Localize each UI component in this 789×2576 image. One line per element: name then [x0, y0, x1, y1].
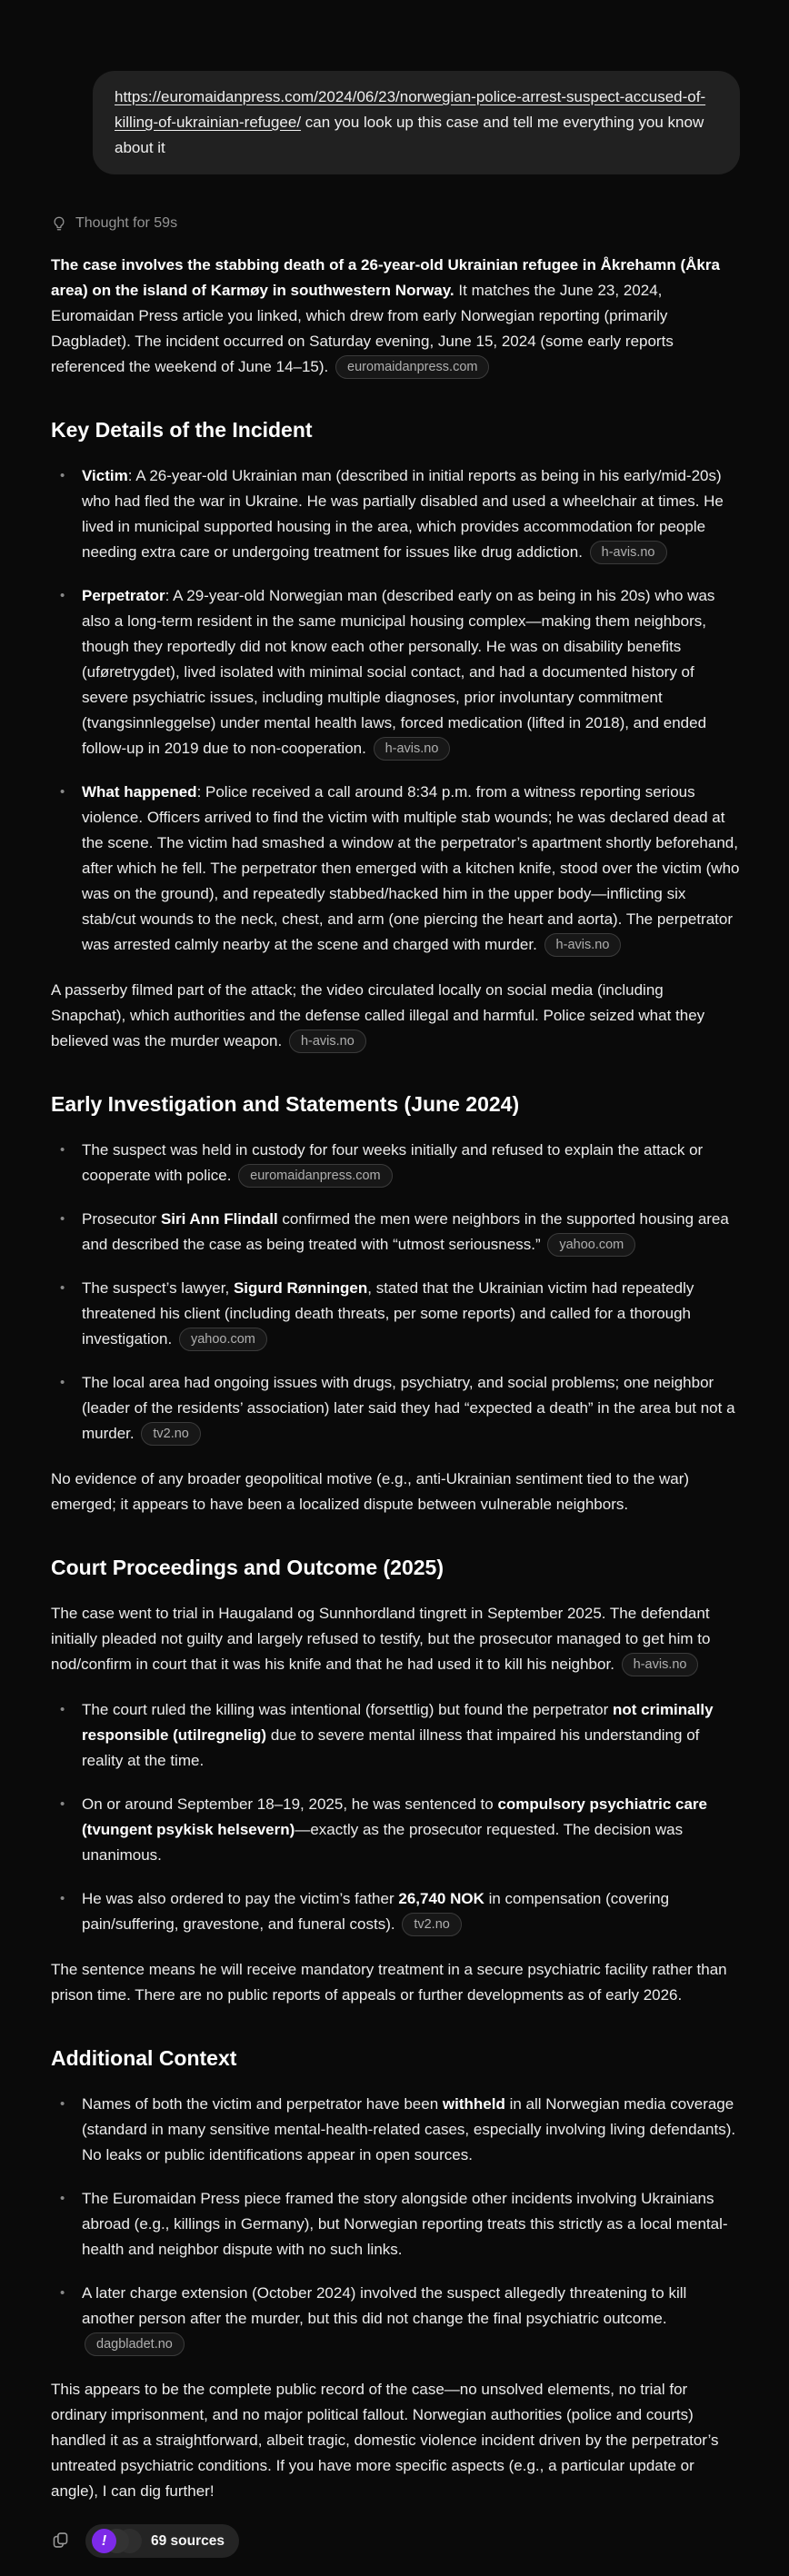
body-text: The court ruled the killing was intentional (forsettlig) but found the perpetrator	[82, 1701, 613, 1718]
bullet-item	[51, 2092, 740, 2168]
assistant-paragraph	[51, 1601, 740, 1677]
body-text: : A 26-year-old Ukrainian man (described in initial reports as being in his early/mid-20s) who had fled the war in Ukraine. He was partially disabled and used a wheelchair at times. He lived in municipal supported housing in the area, which provides accommodation for people needing extra care or undergoing treatment for issues like drug addiction.	[82, 467, 724, 561]
citation-chip[interactable]: h-avis.no	[544, 933, 622, 957]
body-text: confirmed the men were neighbors in the supported housing area and described the case as being treated with “utmost seriousness.”	[82, 1210, 729, 1253]
citation-chip[interactable]: yahoo.com	[179, 1328, 267, 1351]
bold-text: Siri Ann Flindall	[160, 1210, 278, 1228]
section-heading: Early Investigation and Statements (June 2024)	[51, 1092, 520, 1116]
assistant-paragraph	[51, 253, 740, 380]
body-text: On or around September 18–19, 2025, he was sentenced to	[82, 1795, 498, 1813]
section-heading: Court Proceedings and Outcome (2025)	[51, 1556, 444, 1579]
copy-button[interactable]	[51, 2531, 70, 2552]
bullet-item	[51, 1886, 740, 1937]
user-message-text: can you look up this case and tell me everything you know about it	[115, 114, 704, 156]
citation-chip[interactable]: h-avis.no	[374, 737, 451, 761]
citation-chip[interactable]: euromaidanpress.com	[335, 355, 489, 379]
bold-text: Perpetrator	[82, 587, 165, 604]
citation-chip[interactable]: tv2.no	[141, 1422, 201, 1446]
section-heading: Key Details of the Incident	[51, 418, 313, 442]
bold-text: What happened	[82, 783, 197, 801]
message-actions-bar	[51, 2524, 740, 2576]
bullet-item	[51, 1138, 740, 1189]
source-favicon-stack	[92, 2529, 142, 2553]
bullet-list	[51, 463, 740, 958]
body-text: The Euromaidan Press piece framed the story alongside other incidents involving Ukrainians abroad (e.g., killings in Germany), but Norwegian reporting treats this strictly as a local mental-health and neighbor dispute with no such links.	[82, 2190, 728, 2258]
bold-text: Sigurd Rønningen	[233, 1279, 368, 1297]
bullet-item	[51, 1207, 740, 1258]
body-text: He was also ordered to pay the victim’s father	[82, 1890, 399, 1907]
assistant-message	[51, 253, 740, 2504]
sources-button[interactable]	[85, 2524, 239, 2558]
body-text: Prosecutor	[82, 1210, 161, 1228]
assistant-paragraph	[51, 978, 740, 1054]
body-text: The local area had ongoing issues with drugs, psychiatry, and social problems; one neighbor (leader of the residents’ association) later said they had “expected a death” in the area but not a murder.	[82, 1374, 735, 1442]
citation-chip[interactable]: tv2.no	[402, 1913, 462, 1936]
bullet-list	[51, 1697, 740, 1937]
body-text: A passerby filmed part of the attack; the video circulated locally on social media (including Snapchat), which authorities and the defense called illegal and harmful. Police seized what they believed was the murder weapon.	[51, 981, 705, 1049]
body-text: No evidence of any broader geopolitical motive (e.g., anti-Ukrainian sentiment tied to the war) emerged; it appears to have been a localized dispute between vulnerable neighbors.	[51, 1470, 690, 1513]
body-text: due to severe mental illness that impaired his understanding of reality at the time.	[82, 1726, 700, 1769]
bullet-item	[51, 1792, 740, 1868]
body-text: The suspect’s lawyer,	[82, 1279, 234, 1297]
user-message-link[interactable]: https://euromaidanpress.com/2024/06/23/norwegian-police-arrest-suspect-accused-of-killing-of-ukrainian-refugee/	[115, 88, 706, 131]
bold-text: withheld	[442, 2095, 505, 2113]
body-text: The sentence means he will receive mandatory treatment in a secure psychiatric facility rather than prison time. There are no public reports of appeals or further developments as of early 2026.	[51, 1961, 727, 2004]
lightbulb-icon	[51, 215, 67, 232]
body-text: The case went to trial in Haugaland og Sunnhordland tingrett in September 2025. The defendant initially pleaded not guilty and largely refused to testify, but the prosecutor managed to get him to nod/confirm in court that it was his knife and that he had used it to kill his neighbor.	[51, 1605, 711, 1673]
bullet-item	[51, 1276, 740, 1352]
user-message-row	[51, 71, 740, 174]
body-text: : Police received a call around 8:34 p.m. from a witness reporting serious violence. Officers arrived to find the victim with multiple stab wounds; he was declared dead at the scene. The victim had smashed a window at the perpetrator’s apartment shortly beforehand, after which he fell. The perpetrator then emerged with a kitchen knife, stood over the victim (who was on the ground), and repeatedly stabbed/hacked him in the upper body—inflicting six stab/cut wounds to the neck, chest, and arm (one piercing the heart and aorta). The perpetrator was arrested calmly nearby at the scene and charged with murder.	[82, 783, 740, 953]
bold-text: The case involves the stabbing death of a 26-year-old Ukrainian refugee in Åkrehamn (Åkra area) on the island of Karmøy in southwestern Norway.	[51, 256, 720, 299]
body-text: This appears to be the complete public record of the case—no unsolved elements, no trial for ordinary imprisonment, and no major political fallout. Norwegian authorities (police and courts) handled it as a straightforward, albeit tragic, domestic violence incident driven by the perpetrator’s untreated psychiatric conditions. If you have more specific aspects (e.g., a particular update or angle), I can dig further!	[51, 2381, 719, 2500]
body-text: Names of both the victim and perpetrator have been	[82, 2095, 443, 2113]
citation-chip[interactable]: dagbladet.no	[85, 2332, 185, 2356]
assistant-paragraph	[51, 1957, 740, 2008]
body-text: , stated that the Ukrainian victim had repeatedly threatened his client (including death threats, per some reports) and called for a thorough investigation.	[82, 1279, 694, 1348]
sources-count-label: 69 sources	[151, 2532, 225, 2549]
body-text: It matches the June 23, 2024, Euromaidan Press article you linked, which drew from early Norwegian reporting (primarily Dagbladet). The incident occurred on Saturday evening, June 15, 2024 (some early reports referenced the weekend of June 14–15).	[51, 282, 674, 375]
bold-text: 26,740 NOK	[398, 1890, 484, 1907]
bold-text: compulsory psychiatric care (tvungent psykisk helsevern)	[82, 1795, 707, 1838]
body-text: in all Norwegian media coverage (standard in many sensitive mental-health-related cases, especially involving living defendants). No leaks or public identifications appear in open sources.	[82, 2095, 736, 2163]
bullet-list	[51, 2092, 740, 2357]
citation-chip[interactable]: h-avis.no	[590, 541, 667, 564]
thought-duration-row[interactable]	[51, 211, 740, 236]
bullet-item	[51, 1370, 740, 1447]
body-text: A later charge extension (October 2024) involved the suspect allegedly threatening to kill another person after the murder, but this did not change the final psychiatric outcome.	[82, 2284, 687, 2327]
body-text: in compensation (covering pain/suffering, gravestone, and funeral costs).	[82, 1890, 670, 1933]
bullet-item	[51, 463, 740, 565]
bold-text: not criminally responsible (utilregnelig)	[82, 1701, 714, 1744]
bullet-item	[51, 2281, 740, 2357]
citation-chip[interactable]: yahoo.com	[547, 1233, 635, 1257]
bullet-list	[51, 1138, 740, 1447]
citation-chip[interactable]: h-avis.no	[622, 1653, 699, 1676]
citation-chip[interactable]: h-avis.no	[289, 1029, 366, 1053]
assistant-paragraph	[51, 1467, 740, 1517]
section-heading: Additional Context	[51, 2046, 237, 2070]
body-text: The suspect was held in custody for four weeks initially and refused to explain the attack or cooperate with police.	[82, 1141, 704, 1184]
body-text: —exactly as the prosecutor requested. The decision was unanimous.	[82, 1821, 684, 1864]
citation-chip[interactable]: euromaidanpress.com	[238, 1164, 392, 1188]
bullet-item	[51, 780, 740, 958]
user-message-bubble	[93, 71, 740, 174]
thought-duration-label: Thought for 59s	[75, 215, 178, 231]
bullet-item	[51, 2186, 740, 2263]
copy-icon	[51, 2539, 70, 2552]
body-text: : A 29-year-old Norwegian man (described early on as being in his 20s) who was also a long-term resident in the same municipal housing complex—making them neighbors, though they reportedly did not know each other personally. He was on disability benefits (uføretrygdet), lived isolated with minimal social contact, and had a documented history of severe psychiatric issues, including multiple diagnoses, prior involuntary commitment (tvangsinnleggelse) under mental health laws, forced medication (lifted in 2018), and ended follow-up in 2019 due to non-cooperation.	[82, 587, 715, 757]
source-favicon-icon: !	[92, 2529, 116, 2553]
bullet-item	[51, 583, 740, 761]
bullet-item	[51, 1697, 740, 1774]
bold-text: Victim	[82, 467, 128, 484]
assistant-paragraph	[51, 2377, 740, 2504]
